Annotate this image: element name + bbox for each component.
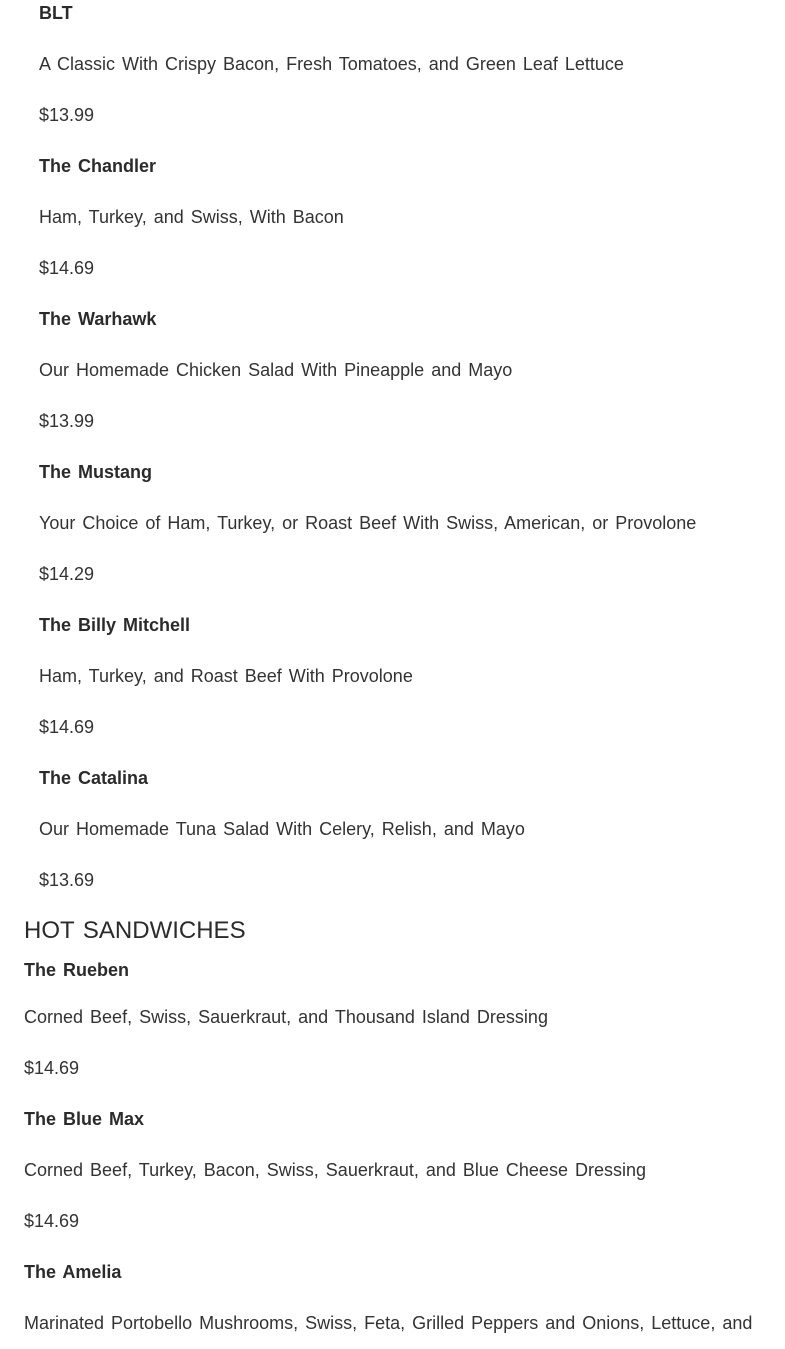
hot-sandwiches-section [24, 914, 764, 1349]
item-price: $13.69 [39, 870, 95, 890]
item-name: The Billy Mitchell [39, 615, 191, 635]
item-name: The Catalina [39, 768, 149, 788]
cold-sandwiches-list [39, 0, 769, 906]
menu-item [24, 948, 764, 1094]
item-description: Corned Beef, Turkey, Bacon, Swiss, Sauerkraut, and Blue Cheese Dressing [24, 1160, 646, 1180]
item-description: Our Homemade Tuna Salad With Celery, Relish, and Mayo [39, 819, 525, 839]
item-name: The Warhawk [39, 309, 157, 329]
item-description: Marinated Portobello Mushrooms, Swiss, Feta, Grilled Peppers and Onions, Lettuce, and [24, 1313, 753, 1333]
item-name: The Rueben [24, 960, 130, 980]
section-heading: HOT SANDWICHES [24, 917, 246, 944]
menu-item [39, 447, 769, 600]
menu-item [24, 1094, 764, 1247]
item-name: The Blue Max [24, 1109, 145, 1129]
item-description: Your Choice of Ham, Turkey, or Roast Beef With Swiss, American, or Provolone [39, 513, 697, 533]
item-name: The Chandler [39, 156, 157, 176]
item-price: $14.69 [39, 717, 95, 737]
menu-item [39, 600, 769, 753]
item-price: $13.99 [39, 105, 95, 125]
item-description: Our Homemade Chicken Salad With Pineapple and Mayo [39, 360, 513, 380]
item-price: $14.69 [24, 1058, 80, 1078]
item-price: $13.99 [39, 411, 95, 431]
item-name: The Mustang [39, 462, 152, 482]
item-price: $14.69 [39, 258, 95, 278]
menu-item [39, 141, 769, 294]
menu-item [24, 1247, 764, 1349]
item-name: BLT [39, 3, 73, 23]
item-name: The Amelia [24, 1262, 122, 1282]
menu-item [39, 294, 769, 447]
item-price: $14.29 [39, 564, 95, 584]
item-description: Ham, Turkey, and Swiss, With Bacon [39, 207, 344, 227]
item-description: Ham, Turkey, and Roast Beef With Provolone [39, 666, 413, 686]
item-price: $14.69 [24, 1211, 80, 1231]
menu-item [39, 753, 769, 906]
item-description: Corned Beef, Swiss, Sauerkraut, and Thousand Island Dressing [24, 1007, 548, 1027]
item-description: A Classic With Crispy Bacon, Fresh Tomatoes, and Green Leaf Lettuce [39, 54, 624, 74]
menu-item [39, 0, 769, 141]
